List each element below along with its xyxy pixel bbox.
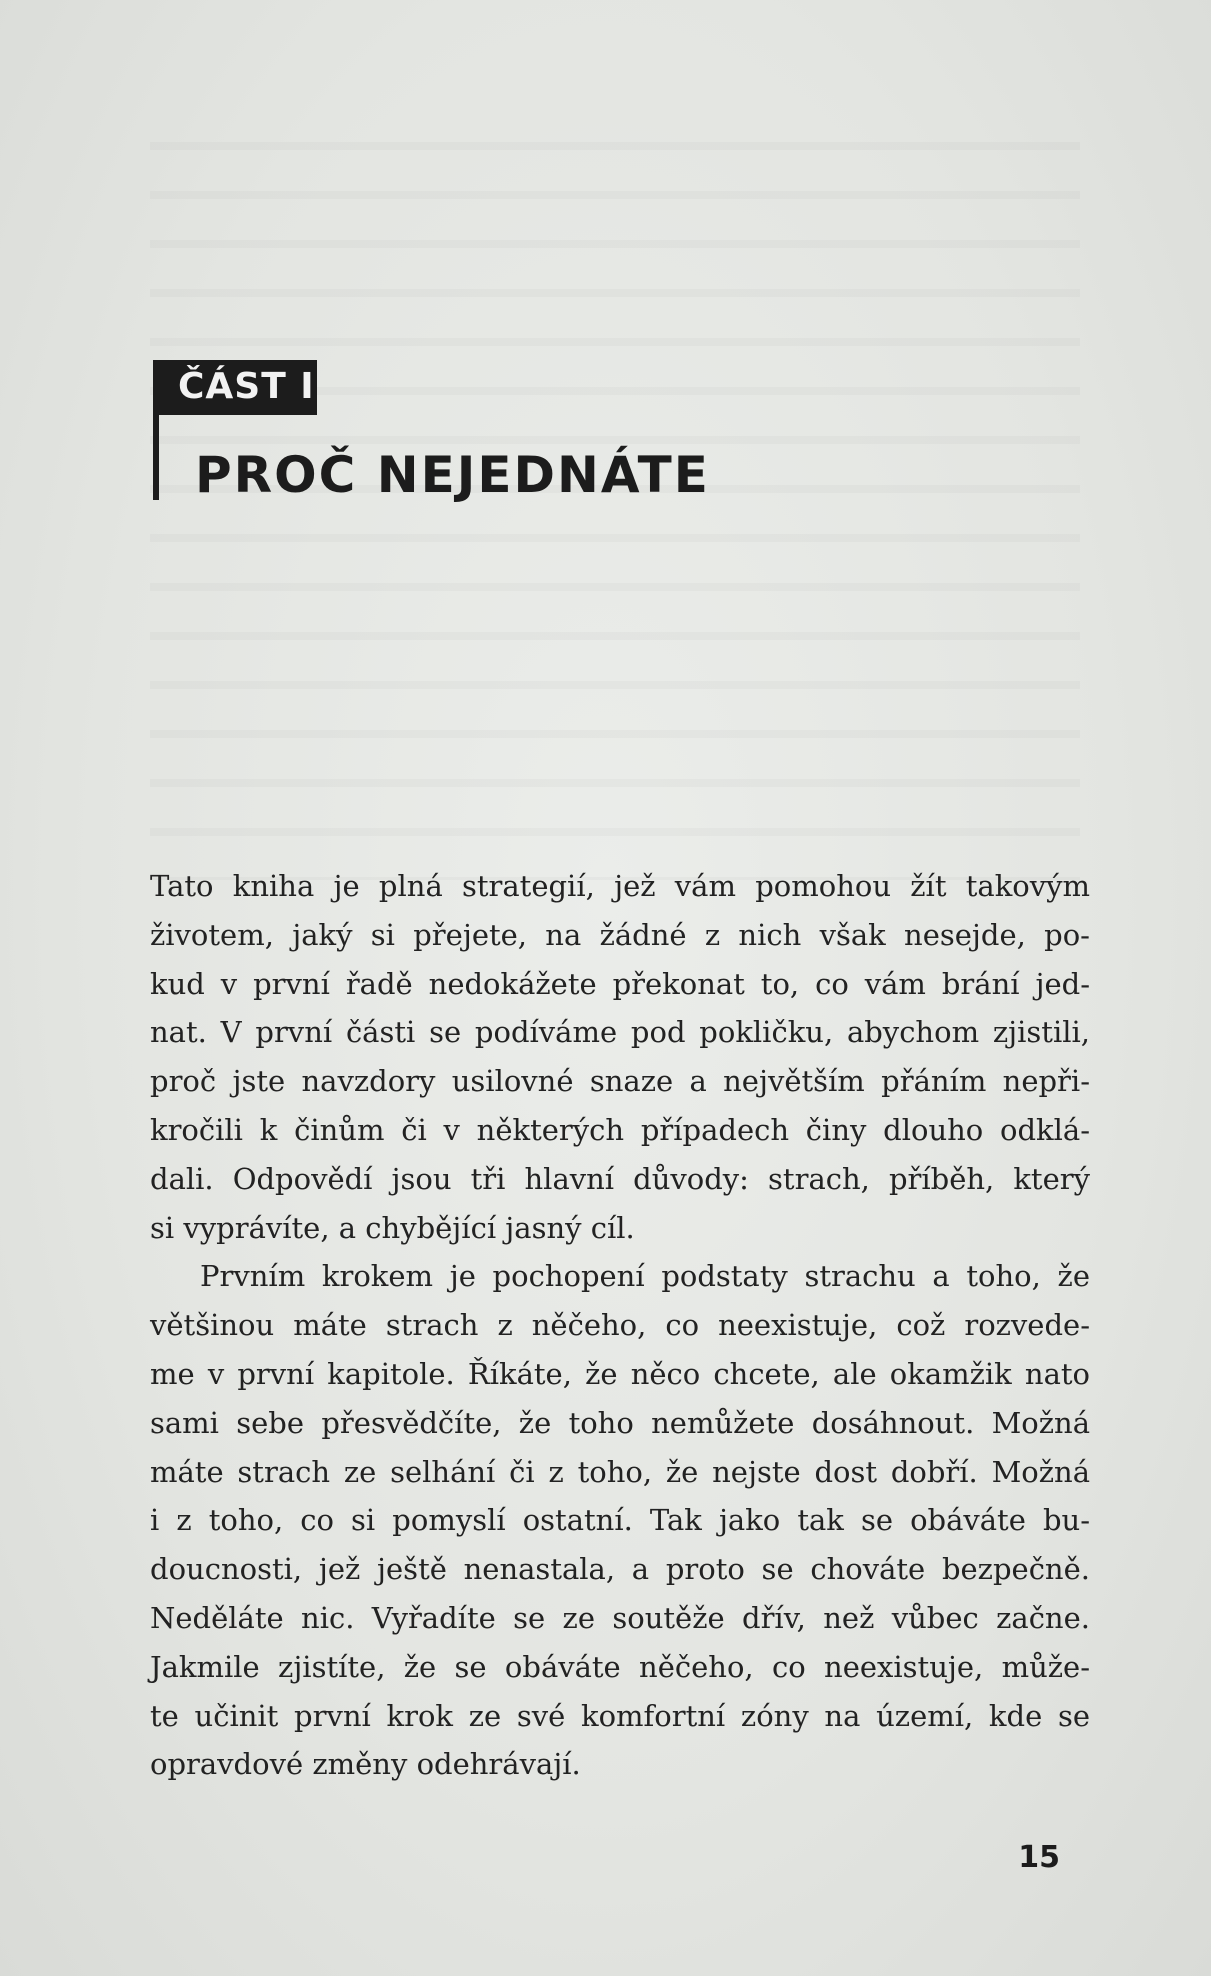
text-line: opravdové změny odehrávají. [150, 1747, 581, 1782]
body-text [150, 862, 1090, 1789]
part-label: ČÁST I [178, 366, 315, 407]
paragraph-1 [150, 862, 1090, 1252]
text-line: kud v první řadě nedokážete překonat to, co vám brání jed- [150, 966, 1090, 1001]
text-line: životem, jaký si přejete, na žádné z nich však nesejde, po- [150, 917, 1090, 952]
text-line: me v první kapitole. Říkáte, že něco chcete, ale okamžik nato [150, 1356, 1090, 1391]
text-line: Prvním krokem je pochopení podstaty strachu a toho, že [200, 1259, 1090, 1294]
text-line: Jakmile zjistíte, že se obáváte něčeho, co neexistuje, může- [150, 1649, 1090, 1684]
paragraph-2 [150, 1252, 1090, 1789]
part-vertical-rule [153, 360, 159, 500]
text-line: doucnosti, jež ještě nenastala, a proto se chováte bezpečně. [150, 1552, 1090, 1587]
text-line: dali. Odpovědí jsou tři hlavní důvody: strach, příběh, který [150, 1161, 1090, 1196]
text-line: kročili k činům či v některých případech činy dlouho odklá- [150, 1112, 1090, 1147]
page-number: 15 [1018, 1840, 1060, 1875]
text-line: i z toho, co si pomyslí ostatní. Tak jako tak se obáváte bu- [150, 1503, 1090, 1538]
part-title: PROČ NEJEDNÁTE [195, 446, 710, 504]
text-line: te učinit první krok ze své komfortní zóny na území, kde se [150, 1698, 1090, 1733]
text-line: proč jste navzdory usilovné snaze a největším přáním nepři- [150, 1064, 1090, 1099]
text-line: sami sebe přesvědčíte, že toho nemůžete dosáhnout. Možná [150, 1405, 1090, 1440]
text-line: Tato kniha je plná strategií, jež vám pomohou žít takovým [150, 869, 1090, 903]
text-line: nat. V první části se podíváme pod pokličku, abychom zjistili, [150, 1015, 1090, 1050]
text-line: většinou máte strach z něčeho, co neexistuje, což rozvede- [150, 1308, 1090, 1343]
text-line: si vyprávíte, a chybějící jasný cíl. [150, 1210, 635, 1245]
text-line: Neděláte nic. Vyřadíte se ze soutěže dřív, než vůbec začne. [150, 1600, 1090, 1635]
text-line: máte strach ze selhání či z toho, že nejste dost dobří. Možná [150, 1454, 1090, 1489]
